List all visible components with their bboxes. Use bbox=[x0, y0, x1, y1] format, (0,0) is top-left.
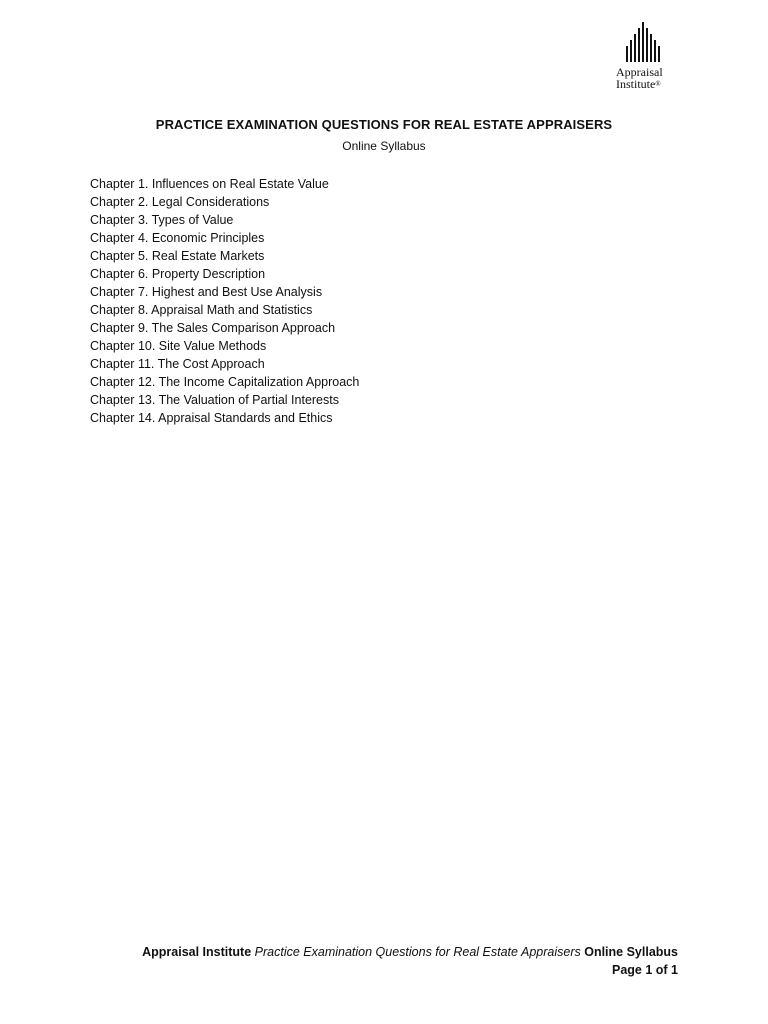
footer-org: Appraisal Institute bbox=[142, 945, 252, 959]
chapter-item: Chapter 7. Highest and Best Use Analysis bbox=[90, 285, 323, 299]
chapter-item: Chapter 9. The Sales Comparison Approach bbox=[90, 321, 336, 335]
page-number: Page 1 of 1 bbox=[612, 963, 678, 977]
chapter-item: Chapter 5. Real Estate Markets bbox=[90, 249, 265, 263]
page-footer bbox=[142, 943, 678, 979]
building-bars-icon bbox=[624, 20, 664, 62]
logo-line-2: Institute® bbox=[616, 77, 661, 91]
document-title: PRACTICE EXAMINATION QUESTIONS FOR REAL ESTATE APPRAISERS bbox=[155, 117, 613, 132]
logo-wordmark bbox=[616, 66, 663, 90]
footer-doc-title: Practice Examination Questions for Real Estate Appraisers bbox=[254, 945, 581, 959]
chapter-item: Chapter 13. The Valuation of Partial Interests bbox=[90, 393, 339, 407]
document-subtitle: Online Syllabus bbox=[342, 139, 426, 153]
registered-mark: ® bbox=[655, 80, 661, 88]
chapter-item: Chapter 3. Types of Value bbox=[90, 213, 234, 227]
chapter-item: Chapter 1. Influences on Real Estate Value bbox=[90, 177, 329, 191]
chapter-item: Chapter 12. The Income Capitalization Approach bbox=[90, 375, 360, 389]
chapter-list bbox=[90, 175, 359, 427]
appraisal-institute-logo bbox=[608, 20, 688, 100]
chapter-item: Chapter 14. Appraisal Standards and Ethics bbox=[90, 411, 333, 425]
chapter-item: Chapter 4. Economic Principles bbox=[90, 231, 265, 245]
chapter-item: Chapter 2. Legal Considerations bbox=[90, 195, 270, 209]
logo-line-1: Appraisal bbox=[616, 65, 663, 79]
chapter-item: Chapter 8. Appraisal Math and Statistics bbox=[90, 303, 313, 317]
footer-syllabus: Online Syllabus bbox=[584, 945, 678, 959]
chapter-item: Chapter 10. Site Value Methods bbox=[90, 339, 267, 353]
chapter-item: Chapter 6. Property Description bbox=[90, 267, 266, 281]
footer-line bbox=[142, 943, 678, 961]
chapter-item: Chapter 11. The Cost Approach bbox=[90, 357, 265, 371]
